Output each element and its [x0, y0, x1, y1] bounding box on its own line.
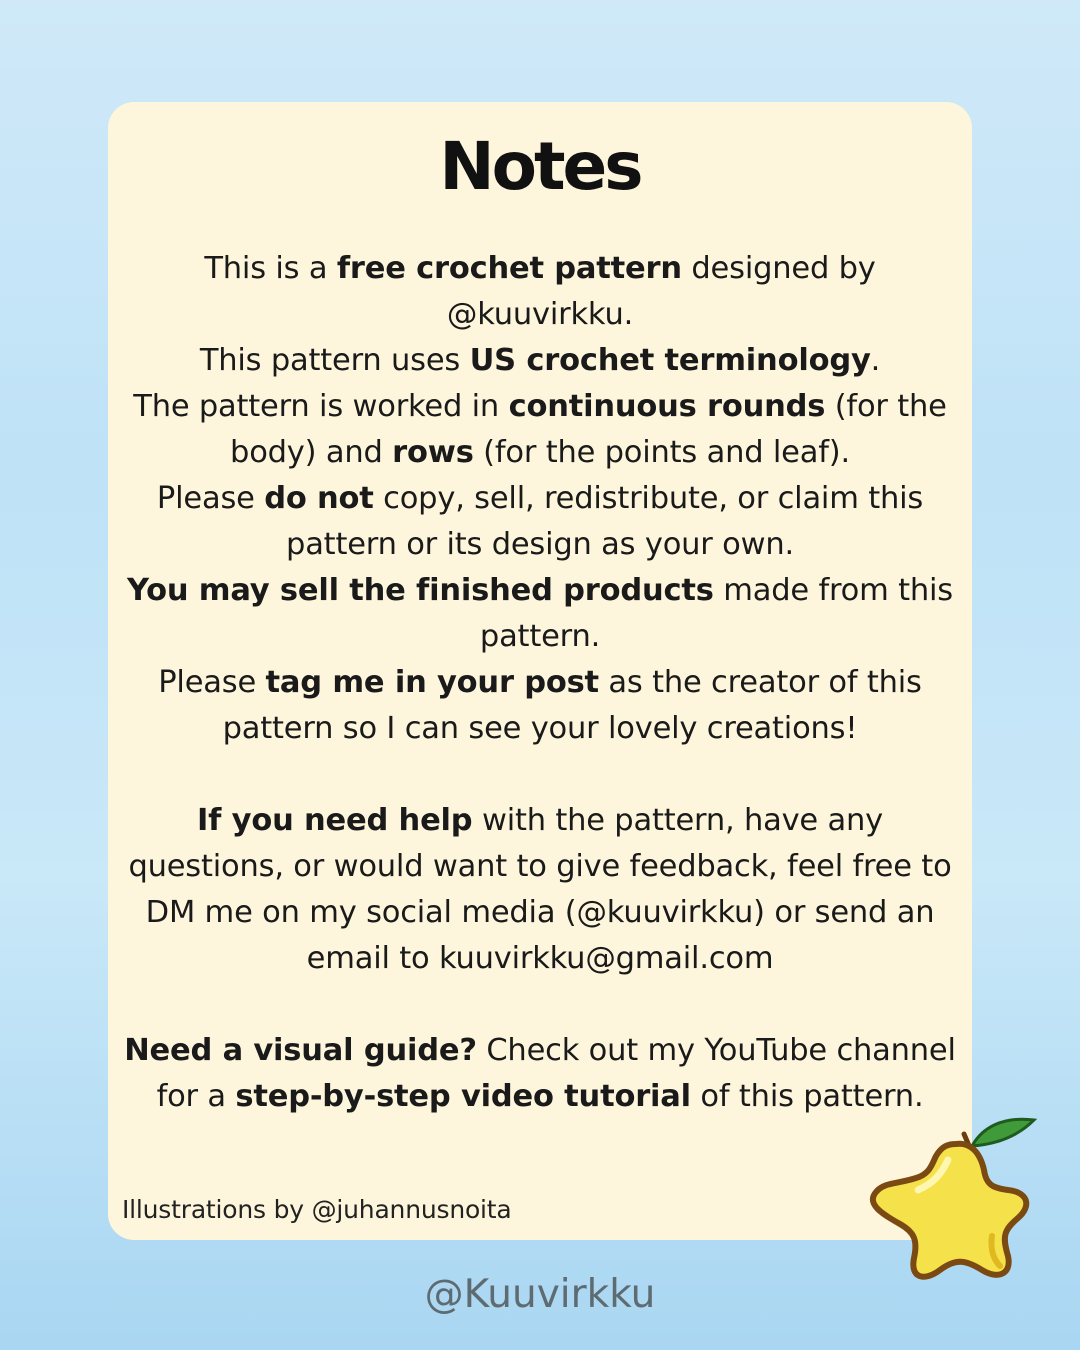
page-title: Notes — [439, 128, 641, 205]
star-fruit-icon — [852, 1108, 1042, 1288]
note-paragraph: This is a free crochet pattern designed by @kuuvirkku. — [204, 251, 876, 332]
social-handle: @Kuuvirkku — [424, 1272, 656, 1317]
video-paragraph: Need a visual guide? Check out my YouTube channel for a step-by-step video tutorial of this pattern. — [124, 1033, 956, 1114]
note-paragraph: You may sell the finished products made from this pattern. — [127, 573, 953, 654]
note-paragraph: The pattern is worked in continuous rounds (for the body) and rows (for the points and leaf). — [133, 389, 947, 470]
illustration-credit: Illustrations by @juhannusnoita — [122, 1195, 512, 1224]
note-paragraph: Please do not copy, sell, redistribute, or claim this pattern or its design as your own. — [156, 481, 924, 562]
note-paragraph: This pattern uses US crochet terminology. — [199, 343, 881, 378]
paragraph-gap — [120, 982, 960, 1028]
help-paragraph: If you need help with the pattern, have any questions, or would want to give feedback, feel free to DM me on my social media (@kuuvirkku) or send an email to kuuvirkku@gmail.com — [128, 803, 952, 976]
note-paragraph: Please tag me in your post as the creator of this pattern so I can see your lovely creations! — [158, 665, 922, 746]
notes-body — [120, 246, 960, 1120]
paragraph-gap — [120, 752, 960, 798]
